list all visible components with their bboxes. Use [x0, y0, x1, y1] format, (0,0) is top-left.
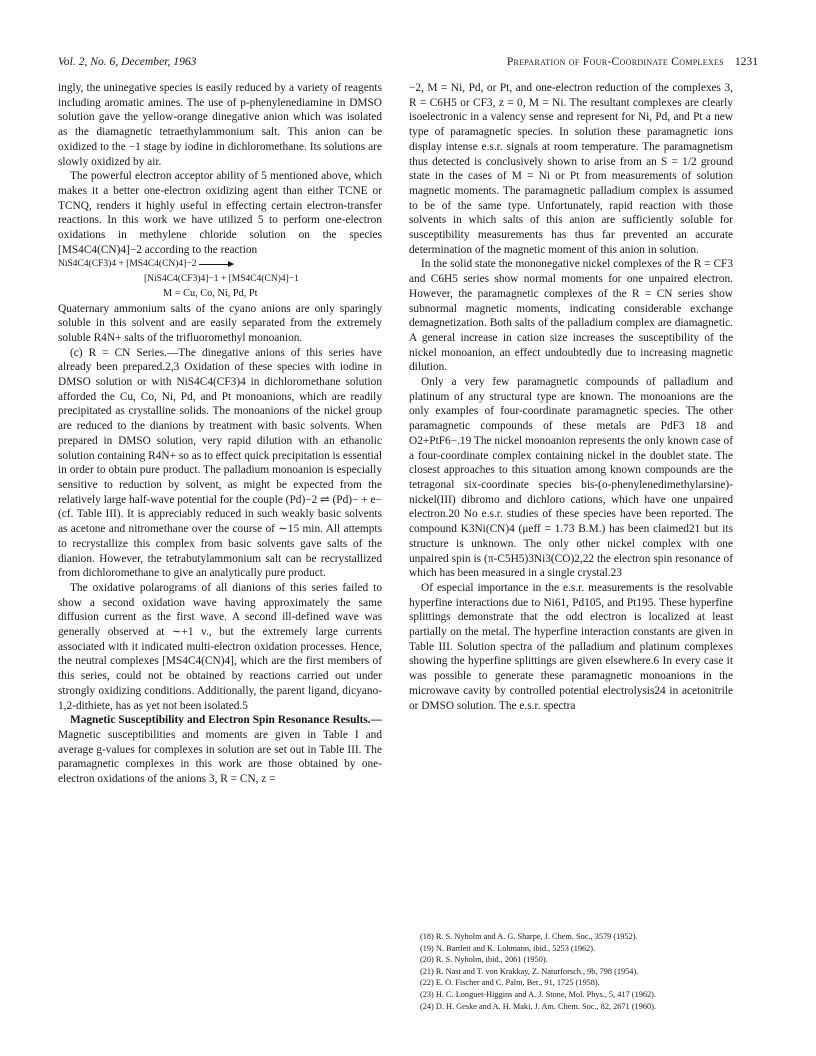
paragraph: Quaternary ammonium salts of the cyano anions are only sparingly soluble in this solvent and are easily separated from the extremely soluble R4N+ salts of the trifluoromethyl monoanion. — [58, 302, 382, 344]
paragraph: −2, M = Ni, Pd, or Pt, and one-electron reduction of the complexes 3, R = C6H5 or CF3, z = 0, M = Ni. The resultant complexes are clearly isoelectronic in a valency sense and represent for Ni, Pd, and Pt a new type of paramagnetic species. In solution these paramagnetic ions display intense e.s.r. signals at room temperature. The paramagnetism thus detected is conclusively shown to arise from an S = 1/2 ground state in the cases of M = Ni or Pt from measurements of solution magnetic moments. The paramagnetic palladium complex is assumed to be of the same type. Unfortunately, rapid reaction with those solvents in which salts of this anion are sufficiently soluble for susceptibility measurements has thus far prevented an accurate determination of the magnetic moment of this anion in solution. — [409, 82, 733, 256]
journal-info: Vol. 2, No. 6, December, 1963 — [58, 55, 197, 68]
running-title: Preparation of Four-Coordinate Complexes — [506, 55, 724, 68]
paragraph: In the solid state the mononegative nickel complexes of the R = CF3 and C6H5 series show normal moments for one unpaired electron. However, the paramagnetic complexes of the R = CN series show subnormal magnetic moments, indicating considerable exchange demagnetization. Both salts of the palladium complex are diamagnetic. A general increase in cation size increases the susceptibility of the nickel monoanion, an effect undoubtedly due to increasing magnetic dilution. — [409, 258, 733, 374]
footnote: (19) N. Bartlett and K. Lohmann, ibid., 5253 (1962). — [420, 943, 596, 953]
paragraph-body: The dinegative anions of this series have already been prepared.2,3 Oxidation of these species with iodine in DMSO solution or with NiS4C4(CF3)4 in dichloromethane solution afforded the Cu, Co, Ni, Pd, and Pt monoanions, which are readily precipitated as crystalline solids. The monoanions of the nickel group are reduced to the dianions by treatment with basic solvents. When prepared in DMSO solution, very rapid dilution with an ethanolic solution containing R4N+ so as to effect quick precipitation is essential in order to obtain pure product. The palladium monoanion is especially sensitive to reduction by solvent, as might be expected from the relatively large half-wave potential for the couple (Pd)−2 ⇌ (Pd)− + e− (cf. Table III). It is appreciably reduced in such weakly basic solvents as acetone and nitromethane over the course of ∼15 min. All attempts to recrystallize this complex from basic solvents gave salts of the dianion. However, the tetrabutylammonium salt can be recrystallized from dichloromethane to give an analytically pure product. — [58, 346, 382, 580]
footnote: (21) R. Nast and T. von Krakkay, Z. Naturforsch., 9b, 798 (1954). — [420, 966, 639, 976]
reaction-equation — [58, 257, 382, 301]
section-heading: Magnetic Susceptibility and Electron Spin Resonance Results.— — [70, 714, 382, 727]
footnote: (24) D. H. Geske and A. H. Maki, J. Am. Chem. Soc., 82, 2671 (1960). — [420, 1001, 656, 1011]
right-column — [409, 81, 733, 713]
footnote: (18) R. S. Nyholm and A. G. Sharpe, J. Chem. Soc., 3579 (1952). — [420, 932, 638, 941]
left-column — [58, 81, 382, 787]
paragraph: Of especial importance in the e.s.r. measurements is the resolvable hyperfine interactions due to Ni61, Pd105, and Pt195. These hyperfine splittings demonstrate that the odd electron is localized at least partially on the metal. The hyperfine interaction constants are given in Table III. Solution spectra of the palladium and platinum complexes showing the hyperfine splittings are given elsewhere.6 In every case it was possible to generate these paramagnetic monoanions in the microwave cavity by controlled potential electrolysis24 in acetonitrile or DMSO solution. The e.s.r. spectra — [409, 581, 733, 712]
paragraph: ingly, the uninegative species is easily reduced by a variety of reagents including aromatic amines. The use of p-phenylenediamine in DMSO solution gave the yellow-orange dinegative anion which was isolated as the diamagnetic tetraethylammonium salt. This anion can be oxidized to the −1 stage by iodine in dichloromethane. Its solutions are slowly oxidized by air. — [58, 82, 382, 168]
running-header — [58, 54, 758, 70]
reaction-arrow — [199, 264, 233, 265]
paragraph-body: Magnetic susceptibilities and moments are given in Table I and average g-values for complexes in solution are set out in Table III. The paramagnetic complexes in this work are those obtained by one-electron oxidations of the anions 3, R = CN, z = — [58, 728, 382, 786]
header-right — [507, 54, 758, 70]
footnotes — [420, 931, 750, 1012]
footnote: (23) H. C. Longuet-Higgins and A. J. Stone, Mol. Phys., 5, 417 (1962). — [420, 989, 656, 999]
page-number: 1231 — [734, 55, 758, 68]
footnote: (20) R. S. Nyholm, ibid., 2061 (1950). — [420, 955, 548, 965]
reaction-reactants: NiS4C4(CF3)4 + [MS4C4(CN)4]−2 — [58, 259, 197, 270]
paragraph: The oxidative polarograms of all dianions of this series failed to show a second oxidation wave having approximately the same diffusion current as the first wave. A second ill-defined wave was generally observed at ∼+1 v., but the extremely large currents associated with it indicated multi-electron oxidation processes. Hence, the neutral complexes [MS4C4(CN)4], which are the first members of this series, could not be obtained by reactions carried out under strongly oxidizing conditions. Additionally, the parent ligand, dicyano-1,2-dithiete, has as yet not been isolated.5 — [58, 581, 382, 712]
paragraph: Only a very few paramagnetic compounds of palladium and platinum of any structural type are known. The monoanions are the only examples of four-coordinate paramagnetic species. The other paramagnetic compounds of these metals are PdF3 18 and O2+PtF6−.19 The nickel monoanion represents the only known case of a four-coordinate complex containing nickel in the doublet state. The closest approaches to this situation among known compounds are the tetragonal six-coordinate species bis-(o-phenylenedimethylarsine)-nickel(III) dibromo and dichloro cations, which have one unpaired electron.20 No e.s.r. studies of these species have been reported. The compound K3Ni(CN)4 (μeff = 1.73 B.M.) has been claimed21 but its structure is unknown. The only other nickel complex with one unpaired spin is (π-C5H5)3Ni3(CO)2,22 the electron spin resonance of which has been measured in a single crystal.23 — [409, 376, 733, 580]
footnote: (22) E. O. Fischer and C. Palm, Ber., 91, 1725 (1958). — [420, 978, 600, 988]
section-heading: (c) R = CN Series.— — [70, 346, 179, 359]
paragraph-magnetic — [58, 713, 382, 787]
reaction-metals: M = Cu, Co, Ni, Pd, Pt — [163, 287, 258, 299]
paragraph: The powerful electron acceptor ability of 5 mentioned above, which makes it a better one-electron oxidizing agent than either TCNE or TCNQ, renders it highly useful in effecting certain electron-transfer reactions. In this work we have utilized 5 to perform one-electron oxidations in methylene chloride solution on the species [MS4C4(CN)4]−2 according to the reaction — [58, 170, 382, 256]
reaction-products: [NiS4C4(CF3)4]−1 + [MS4C4(CN)4]−1 — [144, 274, 299, 285]
paragraph-cn-series — [58, 346, 382, 581]
